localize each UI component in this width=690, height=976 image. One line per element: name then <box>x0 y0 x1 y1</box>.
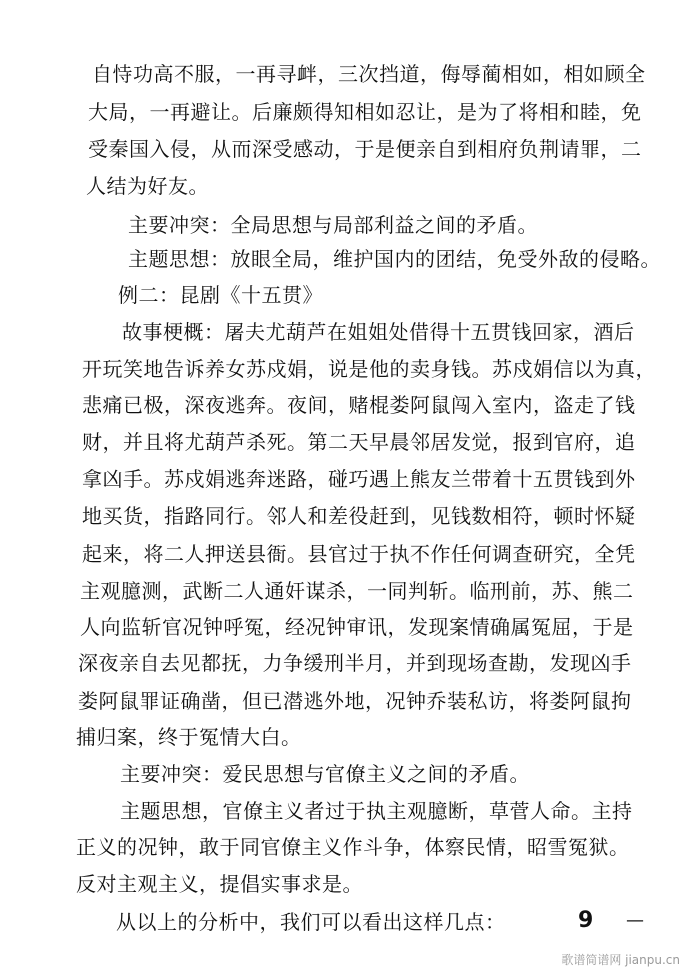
text-line: 大局，一再避让。后廉颇得知相如忍让，是为了将相和睦，免 <box>88 100 642 124</box>
text-line: 自恃功高不服，一再寻衅，三次挡道，侮辱蔺相如，相如顾全 <box>92 62 646 86</box>
page-dash: — <box>626 910 644 931</box>
text-line: 地买货，指路同行。邻人和差役赶到，见钱数相符，顿时怀疑 <box>82 504 636 528</box>
text-line: 起来，将二人押送县衙。县官过于执不作任何调查研究，全凭 <box>82 542 636 566</box>
page-number: 9 <box>578 908 594 933</box>
text-line: 主题思想：放眼全局，维护国内的团结，免受外敌的侵略。 <box>128 247 661 271</box>
text-line: 主观臆测，武断二人通奸谋杀，一同判斩。临刑前，苏、熊二 <box>80 579 634 603</box>
text-line: 财，并且将尤葫芦杀死。第二天早晨邻居发觉，报到官府，追 <box>82 430 636 454</box>
text-line: 开玩笑地告诉养女苏戍娟，说是他的卖身钱。苏戍娟信以为真， <box>82 357 656 381</box>
text-line: 故事梗概：屠夫尤葫芦在姐姐处借得十五贯钱回家，酒后 <box>122 320 635 344</box>
text-line: 受秦国入侵，从而深受感动，于是便亲自到相府负荆请罪，二 <box>88 137 642 161</box>
text-line: 人向监斩官况钟呼冤，经况钟审讯，发现案情确属冤屈，于是 <box>80 615 634 639</box>
text-line: 悲痛已极，深夜逃奔。夜间，赌棍娄阿鼠闯入室内，盗走了钱 <box>82 393 636 417</box>
text-line: 深夜亲自去见都抚，力争缓刑半月，并到现场查勘，发现凶手 <box>78 651 632 675</box>
text-line: 娄阿鼠罪证确凿，但已潜逃外地，况钟乔装私访，将娄阿鼠拘 <box>78 689 632 713</box>
watermark: 歌谱简谱网 jianpu.cn <box>561 953 680 967</box>
text-line: 主要冲突：爱民思想与官僚主义之间的矛盾。 <box>120 762 530 786</box>
text-line: 拿凶手。苏戍娟逃奔迷路，碰巧遇上熊友兰带着十五贯钱到外 <box>82 467 636 491</box>
text-line: 从以上的分析中，我们可以看出这样几点： <box>116 910 506 934</box>
text-line: 人结为好友。 <box>86 174 209 198</box>
text-line: 正义的况钟，敢于同官僚主义作斗争，体察民情，昭雪冤狱。 <box>76 835 630 859</box>
text-line: 主要冲突：全局思想与局部利益之间的矛盾。 <box>128 213 538 237</box>
text-line: 反对主观主义，提倡实事求是。 <box>76 872 363 896</box>
text-line: 主题思想，官僚主义者过于执主观臆断，草菅人命。主持 <box>120 799 633 823</box>
text-line: 例二：昆剧《十五贯》 <box>118 283 323 307</box>
text-line: 捕归案，终于冤情大白。 <box>76 725 302 749</box>
